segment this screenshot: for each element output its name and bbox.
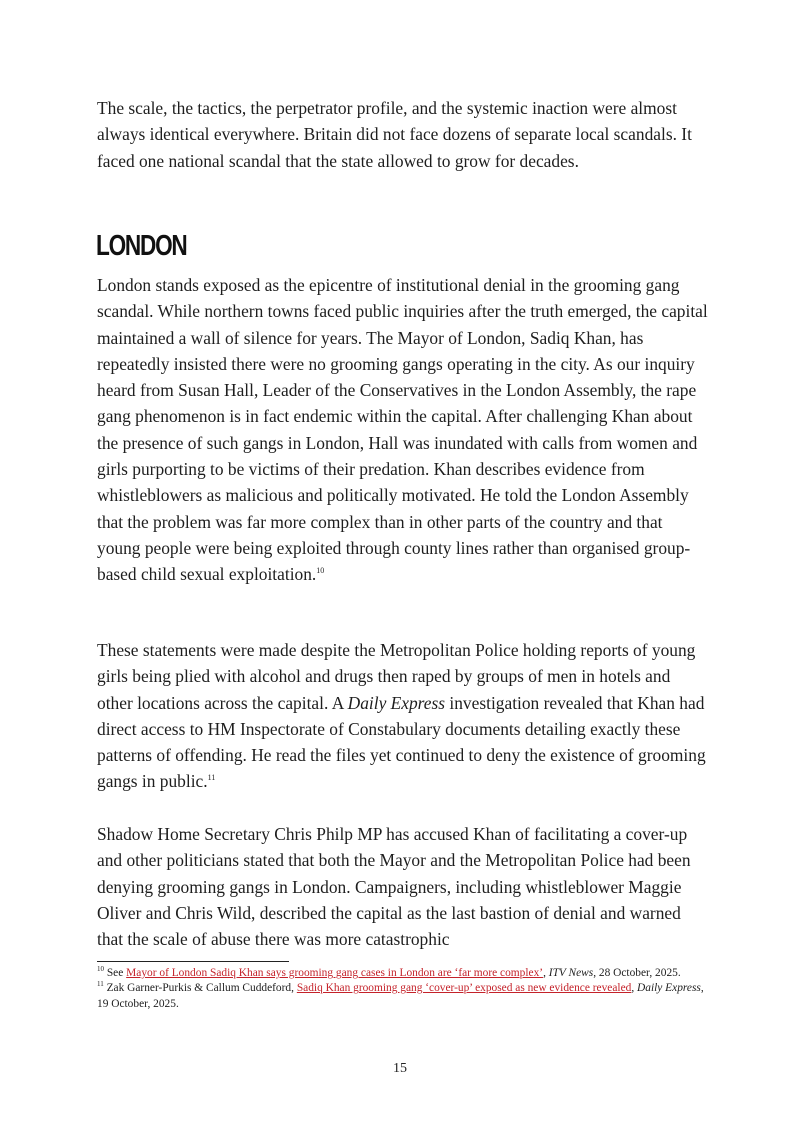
footnotes xyxy=(97,966,707,1012)
footnote-number: 11 xyxy=(97,980,104,989)
footnote xyxy=(97,966,707,981)
footnote-text: Zak Garner-Purkis & Callum Cuddeford, xyxy=(103,982,297,995)
footnote-link[interactable]: Mayor of London Sadiq Khan says grooming gang cases in London are ‘far more complex’ xyxy=(126,967,544,979)
page-number: 15 xyxy=(393,1061,407,1076)
footnote-text: , xyxy=(631,982,638,995)
footnote-reference[interactable]: 11 xyxy=(207,773,216,783)
section-heading: LONDON xyxy=(96,230,187,262)
publication-name: Daily Express xyxy=(347,692,446,713)
body-paragraph xyxy=(97,637,709,795)
footnote-source: ITV News xyxy=(548,967,594,979)
footnote-reference[interactable]: 10 xyxy=(316,566,325,576)
body-paragraph xyxy=(97,272,709,588)
footnote-text: , 28 October, 2025. xyxy=(593,967,681,979)
footnote-text: See xyxy=(104,967,127,979)
paragraph-text: investigation revealed that Khan had direct access to HM Inspectorate of Constabulary documents detailing exactly these patterns of offending. He read the files yet continued to deny the existence of grooming gangs in public. xyxy=(97,692,706,792)
body-paragraph: The scale, the tactics, the perpetrator profile, and the systemic inaction were almost always identical everywhere. Britain did not face dozens of separate local scandals. It faced one national scandal that the state allowed to grow for decades. xyxy=(97,98,692,171)
body-paragraph: Shadow Home Secretary Chris Philp MP has accused Khan of facilitating a cover-up and other politicians stated that both the Mayor and the Metropolitan Police had been denying grooming gangs in London. Campaigners, including whistleblower Maggie Oliver and Chris Wild, described the capital as the last bastion of denial and warned that the scale of abuse there was more catastrophic xyxy=(97,824,691,950)
footnote-text: , 19 October, 2025. xyxy=(97,982,704,1010)
footnote-divider xyxy=(97,961,289,962)
footnote xyxy=(97,981,707,1012)
footnote-number: 10 xyxy=(97,965,104,974)
footnote-text: , xyxy=(543,967,549,979)
paragraph-text: These statements were made despite the Metropolitan Police holding reports of young girls being plied with alcohol and drugs then raped by groups of men in hotels and other locations across the capital. A xyxy=(97,640,696,713)
footnote-link[interactable]: Sadiq Khan grooming gang ‘cover-up’ exposed as new evidence revealed xyxy=(296,982,632,995)
paragraph-text: London stands exposed as the epicentre of institutional denial in the grooming gang scandal. While northern towns faced public inquiries after the truth emerged, the capital maintained a wall of silence for years. The Mayor of London, Sadiq Khan, has repeatedly insisted there were no grooming gangs operating in the city. As our inquiry heard from Susan Hall, Leader of the Conservatives in the London Assembly, the rape gang phenomenon is in fact endemic within the capital. After challenging Khan about the presence of such gangs in London, Hall was inundated with calls from women and girls purporting to be victims of their predation. Khan describes evidence from whistleblowers as malicious and politically motivated. He told the London Assembly that the problem was far more complex than in other parts of the country and that young people were being exploited through county lines rather than organised group-based child sexual exploitation. xyxy=(97,275,708,585)
footnote-source: Daily Express xyxy=(637,982,701,995)
